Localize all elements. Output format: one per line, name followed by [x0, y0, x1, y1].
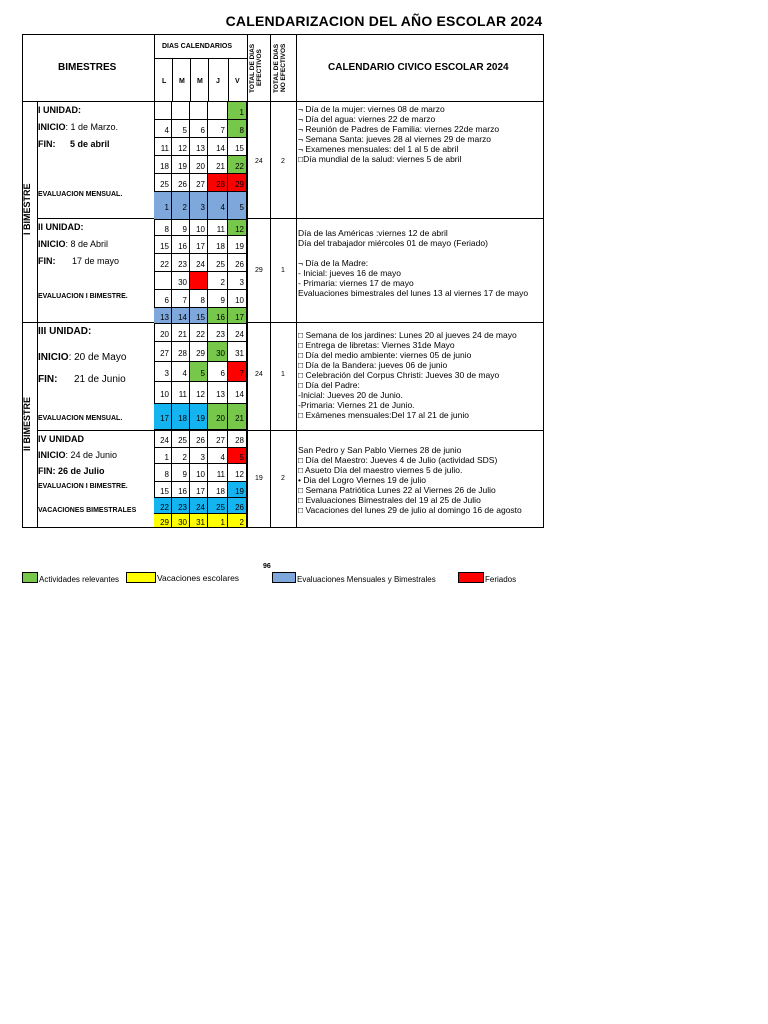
civico-item: □ Día de la Bandera: jueves 06 de junio: [298, 360, 448, 370]
civico-item: ¬ Reunión de Padres de Familia: viernes 22de marzo: [298, 124, 500, 134]
day-cell: 22: [154, 498, 172, 514]
day-cell: 22: [228, 156, 247, 174]
bimestre-label: II BIMESTRE: [22, 397, 32, 452]
civico-item: -Inicial: Jueves 20 de Junio.: [298, 390, 403, 400]
day-cell: 31: [228, 342, 247, 362]
day-cell: [208, 102, 228, 120]
efectivos-value: 24: [255, 158, 263, 165]
civico-item: ¬ Semana Santa: jueves 28 al viernes 29 de marzo: [298, 134, 492, 144]
day-cell: 24: [190, 498, 208, 514]
civico-item: ¬ Examenes mensuales: del 1 al 5 de abril: [298, 144, 459, 154]
day-cell: 15: [154, 482, 172, 498]
total-efectivos-header: TOTAL DE DIAS EFECTIVOS: [249, 43, 263, 93]
legend-label: Evaluaciones Mensuales y Bimestrales: [297, 575, 436, 584]
bimestres-header: BIMESTRES: [58, 62, 117, 73]
day-cell: 14: [172, 308, 190, 324]
day-cell: 19: [172, 156, 190, 174]
day-cell: 14: [228, 382, 247, 404]
day-cell: 4: [154, 120, 172, 138]
day-cell: 12: [190, 382, 208, 404]
inicio-value: : 8 de Abril: [65, 239, 109, 249]
day-cell: 29: [228, 174, 247, 192]
day-cell: 27: [190, 174, 208, 192]
weekday-l: L: [162, 78, 167, 85]
day-cell: 6: [208, 362, 228, 382]
day-cell: 3: [190, 192, 208, 220]
day-cell: 27: [154, 342, 172, 362]
header-divider: [22, 101, 544, 102]
day-cell: 25: [208, 254, 228, 272]
day-cell: 12: [172, 138, 190, 156]
unit-title: I UNIDAD:: [38, 105, 81, 115]
civico-item: □ Día del medio ambiente: viernes 05 de junio: [298, 350, 472, 360]
eval-label: EVALUACION I BIMESTRE.: [38, 293, 128, 300]
day-cell: 25: [154, 174, 172, 192]
day-cell: 1: [208, 514, 228, 528]
day-cell: 21: [172, 324, 190, 342]
legend-swatch: [458, 572, 484, 583]
day-cell: [154, 272, 172, 290]
day-cell: 22: [154, 254, 172, 272]
legend-label: Feriados: [485, 575, 517, 584]
day-cell: 5: [228, 448, 247, 464]
legend-swatch: [272, 572, 296, 583]
weekday-v: V: [235, 78, 240, 85]
day-cell: 17: [228, 308, 247, 324]
legend-swatch: [126, 572, 156, 583]
no-efectivos-value: 2: [281, 158, 285, 165]
day-cell: 11: [154, 138, 172, 156]
day-cell: 16: [208, 308, 228, 324]
civico-item: □ Asueto Día del maestro viernes 5 de julio.: [298, 465, 463, 475]
day-cell: 12: [228, 220, 247, 236]
day-cell: [190, 272, 208, 290]
eval-label: EVALUACION MENSUAL.: [38, 191, 123, 198]
day-cell: 16: [172, 482, 190, 498]
day-cell: 13: [208, 382, 228, 404]
day-cell: 3: [154, 362, 172, 382]
unit-title: II UNIDAD:: [38, 222, 84, 232]
day-cell: 7: [172, 290, 190, 308]
civico-item: □ Semana de los jardines: Lunes 20 al jueves 24 de mayo: [298, 330, 517, 340]
day-cell: 18: [208, 482, 228, 498]
efectivos-value: 29: [255, 267, 263, 274]
day-cell: 31: [190, 514, 208, 528]
civico-item: □ Entrega de libretas: Viernes 31de Mayo: [298, 340, 455, 350]
civico-item: ¬ Día de la mujer: viernes 08 de marzo: [298, 104, 445, 114]
civico-item: □ Día del Maestro: Jueves 4 de Julio (actividad SDS): [298, 455, 498, 465]
no-efectivos-value: 1: [281, 371, 285, 378]
day-cell: 11: [172, 382, 190, 404]
day-cell: 30: [172, 514, 190, 528]
day-cell: 21: [228, 404, 247, 430]
day-cell: 19: [190, 404, 208, 430]
day-cell: 9: [208, 290, 228, 308]
fin-value: 26 de Julio: [58, 466, 105, 476]
day-cell: 6: [190, 120, 208, 138]
day-cell: 9: [172, 220, 190, 236]
header-line: [154, 58, 247, 59]
day-cell: 27: [208, 430, 228, 448]
calendar-table: [22, 34, 544, 528]
day-cell: 22: [190, 324, 208, 342]
civico-item: • Dia del Logro Viernes 19 de julio: [298, 475, 427, 485]
inicio-label: INICIO: [38, 352, 69, 363]
inicio-value: : 1 de Marzo.: [65, 122, 119, 132]
fin-value: 21 de Junio: [74, 374, 126, 385]
day-cell: 1: [154, 192, 172, 220]
page-title: CALENDARIZACION DEL AÑO ESCOLAR 2024: [225, 13, 543, 29]
day-cell: 15: [190, 308, 208, 324]
day-cell: 5: [172, 120, 190, 138]
civico-item: □ Evaluaciones Bimestrales del 19 al 25 de Julio: [298, 495, 481, 505]
no-efectivos-value: 1: [281, 267, 285, 274]
day-cell: 25: [172, 430, 190, 448]
eval-label: EVALUACION I BIMESTRE.: [38, 483, 128, 490]
civico-item: ¬ Día del agua: viernes 22 de marzo: [298, 114, 436, 124]
day-cell: 11: [208, 464, 228, 482]
civico-item: San Pedro y San Pablo Viernes 28 de junio: [298, 445, 462, 455]
day-cell: 14: [208, 138, 228, 156]
day-cell: 19: [228, 236, 247, 254]
day-cell: 6: [154, 290, 172, 308]
day-cell: 7: [228, 362, 247, 382]
inicio-value: : 24 de Junio: [65, 450, 118, 460]
day-cell: 2: [208, 272, 228, 290]
day-cell: 7: [208, 120, 228, 138]
fin-label: FIN:: [38, 256, 56, 266]
col-line: [172, 58, 173, 102]
day-grid: [154, 102, 247, 528]
day-cell: 10: [154, 382, 172, 404]
section-divider: [37, 430, 544, 431]
total-no-efectivos-header: TOTAL DE DIAS NO EFECTIVOS: [273, 43, 287, 93]
day-cell: 23: [172, 498, 190, 514]
civico-item: □ Semana Patriótica Lunes 22 al Viernes 26 de Julio: [298, 485, 496, 495]
legend-swatch: [22, 572, 38, 583]
day-cell: 20: [208, 404, 228, 430]
day-cell: [154, 102, 172, 120]
day-cell: 16: [172, 236, 190, 254]
vacaciones-label: VACACIONES BIMESTRALES: [38, 507, 137, 514]
inicio-value: : 20 de Mayo: [68, 352, 127, 363]
day-cell: 18: [208, 236, 228, 254]
total-value: 96: [263, 563, 271, 570]
day-cell: 12: [228, 464, 247, 482]
inicio-label: INICIO: [38, 239, 66, 249]
day-cell: 2: [172, 448, 190, 464]
fin-value: 17 de mayo: [72, 256, 120, 266]
day-cell: 10: [228, 290, 247, 308]
fin-label: FIN:: [38, 466, 56, 476]
day-cell: 4: [208, 448, 228, 464]
day-cell: 11: [208, 220, 228, 236]
day-cell: 21: [208, 156, 228, 174]
day-cell: 1: [228, 102, 247, 120]
unit-title: IV UNIDAD: [38, 434, 85, 444]
col-line: [296, 34, 297, 528]
civico-item: □ Día del Padre:: [298, 380, 360, 390]
day-cell: 3: [228, 272, 247, 290]
day-cell: 10: [190, 220, 208, 236]
civico-item: □ Exámenes mensuales:Del 17 al 21 de junio: [298, 410, 469, 420]
day-cell: 20: [154, 324, 172, 342]
day-cell: 26: [228, 254, 247, 272]
inicio-label: INICIO: [38, 122, 66, 132]
day-cell: 2: [228, 514, 247, 528]
efectivos-value: 24: [255, 371, 263, 378]
day-cell: 13: [190, 138, 208, 156]
col-line: [190, 58, 191, 102]
day-cell: 5: [190, 362, 208, 382]
civico-item: □Día mundial de la salud: viernes 5 de abril: [298, 154, 462, 164]
civico-item: ¬ Día de la Madre:: [298, 258, 369, 268]
day-cell: 29: [154, 514, 172, 528]
day-cell: 23: [172, 254, 190, 272]
day-cell: 15: [154, 236, 172, 254]
day-cell: 8: [190, 290, 208, 308]
day-cell: 3: [190, 448, 208, 464]
day-cell: [190, 102, 208, 120]
civico-item: □ Vacaciones del lunes 29 de julio al domingo 16 de agosto: [298, 505, 522, 515]
day-cell: 18: [154, 156, 172, 174]
day-cell: 19: [228, 482, 247, 498]
day-cell: 10: [190, 464, 208, 482]
day-cell: 29: [190, 342, 208, 362]
day-cell: 28: [172, 342, 190, 362]
unit-title: III UNIDAD:: [38, 326, 92, 337]
day-cell: 20: [190, 156, 208, 174]
day-cell: 24: [154, 430, 172, 448]
day-cell: 5: [228, 192, 247, 220]
col-line: [228, 58, 229, 102]
day-cell: 28: [208, 174, 228, 192]
day-cell: 24: [190, 254, 208, 272]
civico-item: □ Celebración del Corpus Christi: Jueves 30 de mayo: [298, 370, 500, 380]
col-line: [37, 101, 38, 528]
civico-item: - Inicial: jueves 16 de mayo: [298, 268, 401, 278]
civico-item: - Primaria: viernes 17 de mayo: [298, 278, 414, 288]
col-line: [247, 34, 248, 528]
civico-item: Día del trabajador miércoles 01 de mayo (Feriado): [298, 238, 488, 248]
fin-label: FIN:: [38, 139, 56, 149]
fin-value: 5 de abril: [70, 139, 110, 149]
day-cell: 4: [208, 192, 228, 220]
day-cell: 30: [208, 342, 228, 362]
col-line: [270, 34, 271, 528]
inicio-label: INICIO: [38, 450, 66, 460]
day-cell: 23: [208, 324, 228, 342]
civico-item: Evaluaciones bimestrales del lunes 13 al viernes 17 de mayo: [298, 288, 529, 298]
weekday-m: M: [179, 78, 185, 85]
weekday-j: J: [216, 78, 220, 85]
weekday-m: M: [197, 78, 203, 85]
day-cell: 24: [228, 324, 247, 342]
day-cell: 26: [172, 174, 190, 192]
day-cell: 17: [190, 236, 208, 254]
day-cell: 18: [172, 404, 190, 430]
day-cell: 30: [172, 272, 190, 290]
no-efectivos-value: 2: [281, 475, 285, 482]
day-cell: 4: [172, 362, 190, 382]
civico-item: Día de las Américas :viernes 12 de abril: [298, 228, 448, 238]
day-cell: 8: [154, 464, 172, 482]
col-line: [208, 58, 209, 102]
day-cell: [172, 102, 190, 120]
eval-label: EVALUACION MENSUAL.: [38, 415, 123, 422]
bimestre-label: I BIMESTRE: [22, 183, 32, 235]
fin-label: FIN:: [38, 374, 58, 385]
civico-item: -Primaria: Viernes 21 de Junio.: [298, 400, 415, 410]
day-cell: 26: [228, 498, 247, 514]
day-cell: 2: [172, 192, 190, 220]
day-cell: 25: [208, 498, 228, 514]
efectivos-value: 19: [255, 475, 263, 482]
day-cell: 8: [228, 120, 247, 138]
day-cell: 28: [228, 430, 247, 448]
day-cell: 13: [154, 308, 172, 324]
legend-label: Actividades relevantes: [39, 575, 120, 584]
section-divider: [22, 322, 544, 323]
day-cell: 17: [190, 482, 208, 498]
legend-label: Vacaciones escolares: [157, 573, 240, 583]
day-cell: 15: [228, 138, 247, 156]
day-cell: 9: [172, 464, 190, 482]
day-cell: 26: [190, 430, 208, 448]
civico-header: CALENDARIO CIVICO ESCOLAR 2024: [328, 62, 509, 73]
day-cell: 8: [154, 220, 172, 236]
day-cell: 1: [154, 448, 172, 464]
dias-calendarios-header: DIAS CALENDARIOS: [162, 43, 233, 50]
section-divider: [37, 218, 544, 219]
day-cell: 17: [154, 404, 172, 430]
